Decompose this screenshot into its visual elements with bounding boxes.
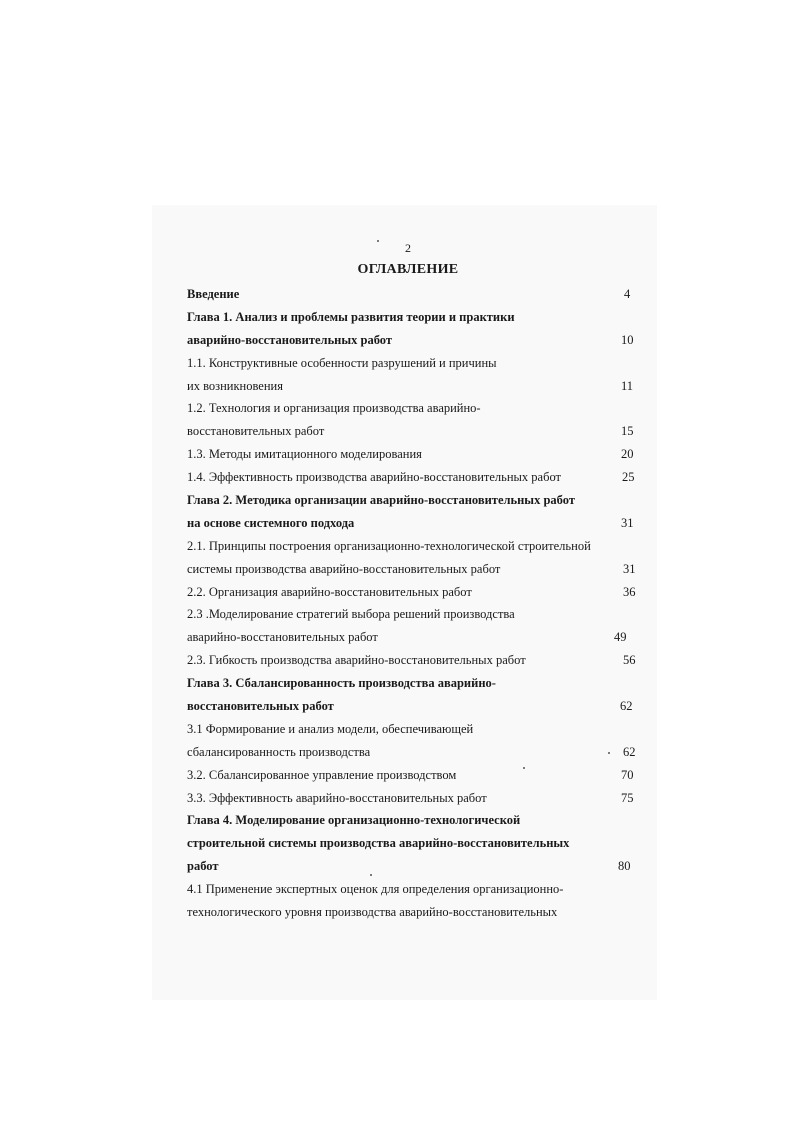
toc-entry [187, 352, 637, 375]
toc-entry-page: 49 [614, 630, 627, 645]
toc-entry-text: Глава 1. Анализ и проблемы развития теории и практики [187, 309, 515, 324]
toc-entry-text: системы производства аварийно-восстановительных работ [187, 561, 501, 576]
toc-entry-text: 2.3. Гибкость производства аварийно-восстановительных работ [187, 653, 526, 668]
toc-entry [187, 466, 637, 489]
toc-entry [187, 443, 637, 466]
toc-entry-page: 4 [624, 287, 631, 301]
toc-entry-text: Глава 4. Моделирование организационно-технологической [187, 813, 521, 828]
toc-entry-page: 25 [622, 470, 635, 485]
toc-entry-text: аварийно-восстановительных работ [187, 332, 393, 347]
toc-entry-text: их возникновения [187, 378, 283, 393]
toc-entry-page: 70 [621, 767, 634, 782]
toc-entry-text: 3.1 Формирование и анализ модели, обеспечивающей [187, 721, 474, 736]
toc-entry-page: 31 [621, 515, 634, 530]
toc-entry-text: восстановительных работ [187, 424, 325, 439]
toc-entry [187, 535, 637, 558]
toc-entry [187, 672, 637, 695]
toc-entry-page: 80 [618, 859, 631, 874]
toc-entry-text: работ [187, 859, 219, 874]
toc-entry-page: 56 [623, 653, 636, 668]
toc-entry-page: 62 [620, 699, 633, 714]
toc-entry [187, 878, 637, 901]
toc-entry-text: строительной системы производства аварийно-восстановительных [187, 836, 570, 851]
toc-entry-text: 1.3. Методы имитационного моделирования [187, 447, 422, 462]
page-number: 2 [405, 241, 411, 255]
toc-entry-text: восстановительных работ [187, 699, 334, 714]
toc-entry-text: сбалансированность производства [187, 744, 371, 759]
toc-entry [187, 512, 637, 535]
toc-entry-page: 11 [621, 378, 634, 393]
toc-entry-page: 62 [623, 744, 636, 759]
scan-speck [370, 874, 372, 876]
toc-entry-text: Глава 2. Методика организации аварийно-восстановительных работ [187, 493, 575, 508]
toc-entry [187, 901, 637, 924]
toc-entry-text: аварийно-восстановительных работ [187, 630, 378, 645]
toc-entry-text: 2.2. Организация аварийно-восстановительных работ [187, 584, 472, 599]
toc-entry-text: 1.1. Конструктивные особенности разрушений и причины [187, 355, 497, 370]
toc-entry [187, 603, 637, 626]
toc-entry-text: 1.2. Технология и организация производства аварийно- [187, 401, 481, 416]
toc-entry [187, 626, 637, 649]
toc-entry [187, 283, 637, 306]
toc-entry-text: технологического уровня производства аварийно-восстановительных [187, 905, 558, 920]
toc-entry [187, 649, 637, 672]
toc-entry [187, 420, 637, 443]
toc-entry-text: 2.1. Принципы построения организационно-технологической строительной [187, 538, 591, 553]
toc-entry-page: 31 [623, 561, 636, 576]
toc-entry-page: 36 [623, 584, 636, 599]
toc-entry [187, 718, 637, 741]
toc-entry-text: Глава 3. Сбалансированность производства аварийно- [187, 676, 496, 691]
toc-entry-text: 4.1 Применение экспертных оценок для определения организационно- [187, 882, 564, 897]
toc-entry [187, 832, 637, 855]
toc-entry-text: Введение [187, 287, 240, 301]
toc-entry-text: 3.2. Сбалансированное управление производством [187, 767, 457, 782]
toc-entry [187, 329, 637, 352]
toc-entry [187, 581, 637, 604]
toc-entry-text: 3.3. Эффективность аварийно-восстановительных работ [187, 790, 487, 805]
toc-entry-page: 15 [621, 424, 634, 439]
toc-entry [187, 558, 637, 581]
toc-entry [187, 397, 637, 420]
toc-entry [187, 809, 637, 832]
toc-entry-page: 75 [621, 790, 634, 805]
toc-entry-page: 20 [621, 447, 634, 462]
toc-entry [187, 787, 637, 810]
toc-entry-text: на основе системного подхода [187, 515, 355, 530]
toc-entry [187, 741, 637, 764]
toc-entry [187, 695, 637, 718]
scan-speck [377, 240, 379, 242]
toc-title: ОГЛАВЛЕНИЕ [357, 262, 459, 277]
toc-entry-text: 2.3 .Моделирование стратегий выбора решений производства [187, 607, 515, 622]
toc-entry-text: 1.4. Эффективность производства аварийно-восстановительных работ [187, 470, 562, 485]
scan-speck [608, 752, 610, 754]
toc-entry [187, 855, 637, 878]
toc-entry [187, 764, 637, 787]
scan-speck [523, 767, 525, 769]
toc-entry [187, 489, 637, 512]
toc-entry [187, 375, 637, 398]
toc-entry-page: 10 [621, 332, 634, 347]
table-of-contents [187, 283, 637, 924]
toc-entry [187, 306, 637, 329]
